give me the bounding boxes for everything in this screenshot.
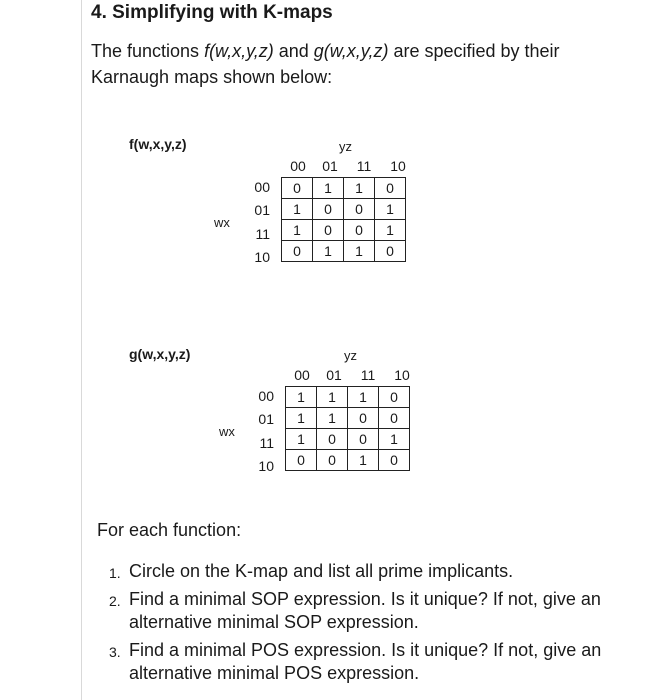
kmap-g-row <box>286 408 410 429</box>
kmap-cell: 0 <box>282 241 313 262</box>
task-text: Circle on the K-map and list all prime implicants. <box>129 561 514 581</box>
intro-g-function: g(w,x,y,z) <box>313 41 389 61</box>
kmap-g-col-header: 11 <box>360 367 376 383</box>
kmap-f-col-header: 10 <box>390 158 406 174</box>
kmap-cell: 1 <box>317 387 348 408</box>
kmap-cell: 0 <box>375 178 406 199</box>
kmap-cell: 0 <box>313 199 344 220</box>
kmap-cell: 1 <box>313 241 344 262</box>
kmap-f-row-var: wx <box>214 215 230 230</box>
kmap-cell: 1 <box>348 387 379 408</box>
kmap-g-row-header: 01 <box>258 411 274 427</box>
kmap-cell: 0 <box>282 178 313 199</box>
kmap-f-col-header: 11 <box>356 158 372 174</box>
kmap-f-grid <box>281 177 406 262</box>
kmap-f-row <box>282 220 406 241</box>
kmap-cell: 0 <box>344 220 375 241</box>
task-number: 1. <box>109 565 121 581</box>
task-text: Find a minimal POS expression. Is it unique? If not, give an alternative minimal POS expression. <box>129 639 602 683</box>
kmap-g-label: g(w,x,y,z) <box>129 346 191 362</box>
kmap-cell: 0 <box>313 220 344 241</box>
kmap-f-row-header: 01 <box>254 202 270 218</box>
intro-text-3: are specified by their Karnaugh maps shown below: <box>91 41 560 87</box>
kmap-cell: 0 <box>286 450 317 471</box>
kmap-f-row <box>282 199 406 220</box>
kmap-g-row <box>286 387 410 408</box>
kmap-g-col-var: yz <box>344 348 357 363</box>
kmap-f-col-header: 01 <box>322 158 338 174</box>
kmap-cell: 1 <box>375 220 406 241</box>
kmap-cell: 0 <box>379 450 410 471</box>
kmap-cell: 1 <box>286 429 317 450</box>
kmap-f-col-var: yz <box>339 139 352 154</box>
task-number: 2. <box>109 592 121 609</box>
kmap-cell: 1 <box>348 450 379 471</box>
task-text: Find a minimal SOP expression. Is it unique? If not, give an alternative minimal SOP expression. <box>129 588 601 632</box>
task-number: 3. <box>109 643 121 660</box>
intro-text-1: The functions <box>91 41 205 61</box>
kmap-cell: 1 <box>286 408 317 429</box>
task-item <box>105 639 625 686</box>
kmap-f-col-header: 00 <box>290 158 306 174</box>
kmap-g-row <box>286 450 410 471</box>
kmap-cell: 1 <box>282 220 313 241</box>
kmap-cell: 0 <box>379 408 410 429</box>
kmap-f-row-header: 11 <box>255 226 270 242</box>
intro-text-2: and <box>273 41 314 61</box>
kmap-cell: 1 <box>344 241 375 262</box>
kmap-g-row-var: wx <box>219 424 235 439</box>
task-list <box>105 560 625 690</box>
kmap-cell: 1 <box>375 199 406 220</box>
page-left-border <box>81 0 82 700</box>
section-heading: 4. Simplifying with K-maps <box>91 2 333 23</box>
kmap-cell: 1 <box>344 178 375 199</box>
kmap-g-row-header: 10 <box>258 458 274 474</box>
kmap-g-row <box>286 429 410 450</box>
intro-paragraph <box>91 38 631 90</box>
kmap-cell: 0 <box>348 408 379 429</box>
task-item <box>105 560 625 584</box>
kmap-cell: 0 <box>344 199 375 220</box>
kmap-g-row-header: 00 <box>258 388 274 404</box>
kmap-cell: 0 <box>379 387 410 408</box>
kmap-cell: 1 <box>313 178 344 199</box>
kmap-cell: 0 <box>317 450 348 471</box>
kmap-cell: 1 <box>282 199 313 220</box>
kmap-f-row-header: 00 <box>254 179 270 195</box>
kmap-cell: 1 <box>317 408 348 429</box>
instructions-lead: For each function: <box>97 520 242 540</box>
kmap-f-row-header: 10 <box>254 249 270 265</box>
kmap-g-col-header: 10 <box>394 367 410 383</box>
kmap-f-label: f(w,x,y,z) <box>129 136 187 152</box>
kmap-cell: 0 <box>317 429 348 450</box>
kmap-g-grid <box>285 386 410 471</box>
kmap-f-row <box>282 178 406 199</box>
kmap-cell: 0 <box>348 429 379 450</box>
kmap-g-row-header: 11 <box>259 435 274 451</box>
kmap-cell: 0 <box>375 241 406 262</box>
kmap-g-col-header: 00 <box>294 367 310 383</box>
kmap-g-col-header: 01 <box>326 367 342 383</box>
kmap-f-row <box>282 241 406 262</box>
intro-f-function: f(w,x,y,z) <box>204 41 274 61</box>
kmap-cell: 1 <box>286 387 317 408</box>
kmap-cell: 1 <box>379 429 410 450</box>
task-item <box>105 588 625 635</box>
